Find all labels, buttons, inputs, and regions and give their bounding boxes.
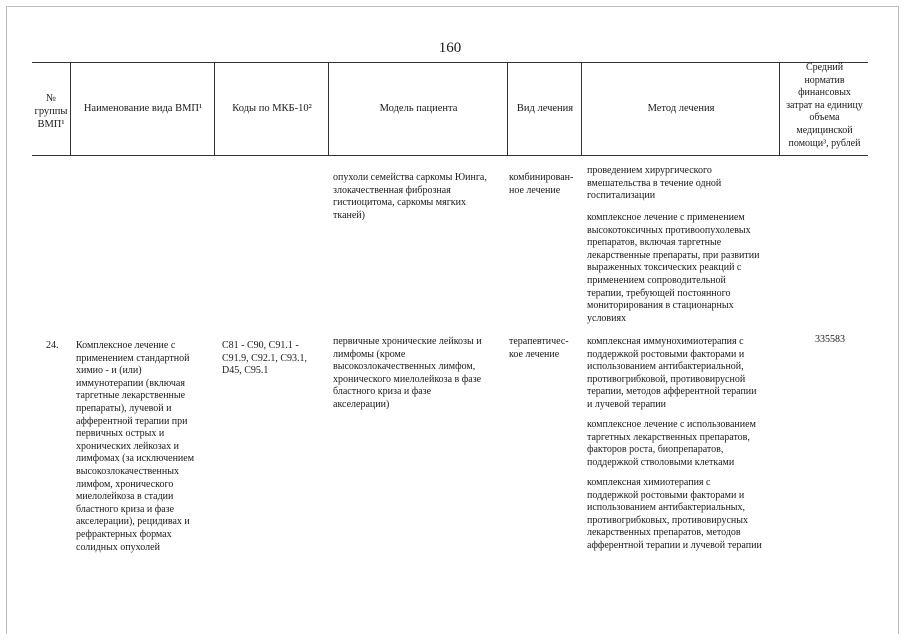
table-top-border (32, 62, 868, 63)
row-patient-model: опухоли семейства саркомы Юинга, злокачественная фиброзная гистиоцитома, саркомы мягких тканей) (333, 172, 487, 221)
header-icd-codes: Коды по МКБ-10² (232, 103, 312, 114)
row-treatment-kind: комбинирован- ное лечение (509, 172, 574, 196)
row-treatment-method: комплексная химиотерапия с поддержкой ростовыми факторами и использованием антибактериальных, противогрибковых, противовирусных лекарственных препаратов, методов афферентной терапии и лучевой терапии (587, 477, 762, 551)
header-treatment-kind: Вид лечения (516, 103, 574, 114)
row-treatment-kind: терапевтичес- кое лечение (509, 336, 569, 360)
row-icd-codes: C81 - C90, C91.1 - C91.9, C92.1, C93.1, D45, C95.1 (222, 340, 308, 377)
row-average-cost: 335583 (815, 334, 845, 345)
row-treatment-method: комплексная иммунохимиотерапия с поддержкой ростовыми факторами и использованием антибактериальной, противогрибковой, противовирусной терапии, методов афферентной терапии и лучевой терапии (587, 336, 757, 410)
header-vmp-name: Наименование вида ВМП¹ (83, 103, 203, 114)
header-patient-model: Модель пациента (379, 103, 458, 114)
table-header-bottom-border (32, 155, 868, 156)
header-treatment-method: Метод лечения (647, 103, 715, 114)
row-treatment-method: проведением хирургического вмешательства в течение одной госпитализации (587, 165, 722, 202)
page-number: 160 (438, 40, 462, 56)
row-treatment-method: комплексное лечение с использованием таргетных лекарственных препаратов, факторов роста, биопрепаратов, поддержкой стволовыми клетками (587, 419, 756, 468)
row-patient-model: первичные хронические лейкозы и лимфомы (кроме высокозлокачественных лимфом, хронического миелолейкоза в фазе бластного криза и фазе акселерации) (333, 336, 482, 410)
header-group-number: № группы ВМП¹ (34, 93, 68, 130)
header-average-cost: Средний норматив финансовых затрат на единицу объема медицинской помощи³, рублей (786, 62, 863, 149)
row-group-number: 24. (46, 340, 59, 351)
row-vmp-name: Комплексное лечение с применением стандартной химио - и (или) иммунотерапии (включая таргетные лекарственные препараты), лучевой и афферентной терапии при первичных острых и хронических лейкозах и лимфомах (за исключением высокозлокачественных лимфом, хронического миелолейкоза в стадии бластного криза и фазе акселерации), рецидивах и рефрактерных формах солидных опухолей (76, 340, 195, 553)
row-treatment-method: комплексное лечение с применением высокотоксичных противоопухолевых препаратов, включая таргетные лекарственные препараты, при развитии выраженных токсических реакций с применением сопроводительной терапии, требующей постоянного мониторирования в стационарных условиях (587, 212, 760, 324)
